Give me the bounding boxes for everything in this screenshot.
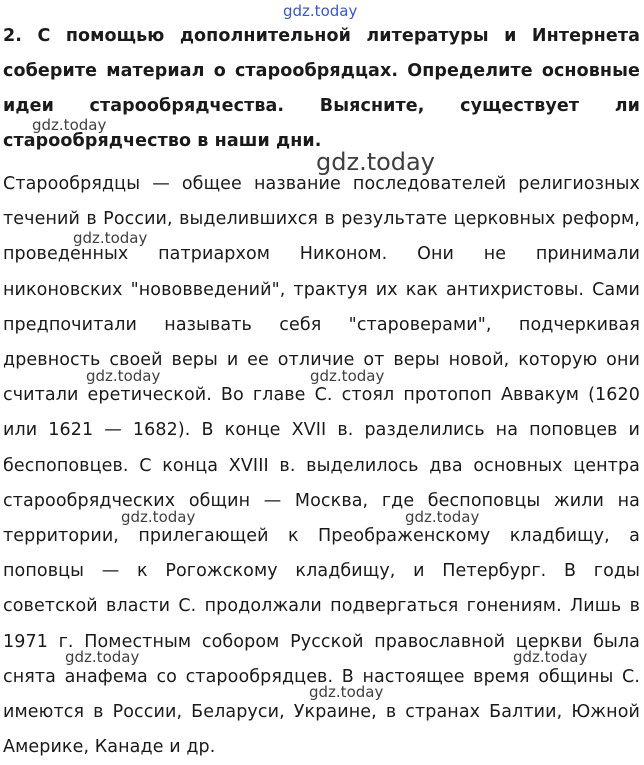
watermark: gdz.today xyxy=(65,648,140,666)
watermark: gdz.today xyxy=(32,116,107,134)
watermark: gdz.today xyxy=(316,148,435,176)
watermark: gdz.today xyxy=(405,508,480,526)
watermark: gdz.today xyxy=(310,367,385,385)
answer-text: Старообрядцы — общее название последователей религиозных течений в России, выделившихся в результате церковных реформ, проведенных патриархом Никоном. Они не принимали никоновских "нововведений", трактуя их как антихристовы. Сами предпочитали называть себя "староверами", подчеркивая древность своей веры и ее отличие от веры новой, которую они считали еретической. Во главе С. стоял протопоп Аввакум (1620 или 1621 — 1682). В конце XVII в. разделились на поповцев и беспоповцев. С конца XVIII в. выделилось два основных центра старообрядческих общин — Москва, где беспоповцы жили на территории, прилегающей к Преображенскому кладбищу, а поповцы — к Рогожскому кладбищу, и Петербург. В годы советской власти С. продолжали подвергаться гонениям. Лишь в 1971 г. Поместным собором Русской православной церкви была снята анафема со старообрядцев. В настоящее время общины С. имеются в России, Беларуси, Украине, в странах Балтии, Южной Америке, Канаде и др. xyxy=(3,174,640,758)
watermark: gdz.today xyxy=(513,648,588,666)
watermark-top: gdz.today xyxy=(283,2,358,20)
watermark: gdz.today xyxy=(121,508,196,526)
watermark: gdz.today xyxy=(309,683,384,701)
watermark: gdz.today xyxy=(86,367,161,385)
watermark: gdz.today xyxy=(73,229,148,247)
question-text: 2. С помощью дополнительной литературы и Интернета соберите материал о старообрядцах. Определите основные идеи старообрядчества. Выясните, существует ли старообрядчество в наши дни. xyxy=(3,26,640,151)
